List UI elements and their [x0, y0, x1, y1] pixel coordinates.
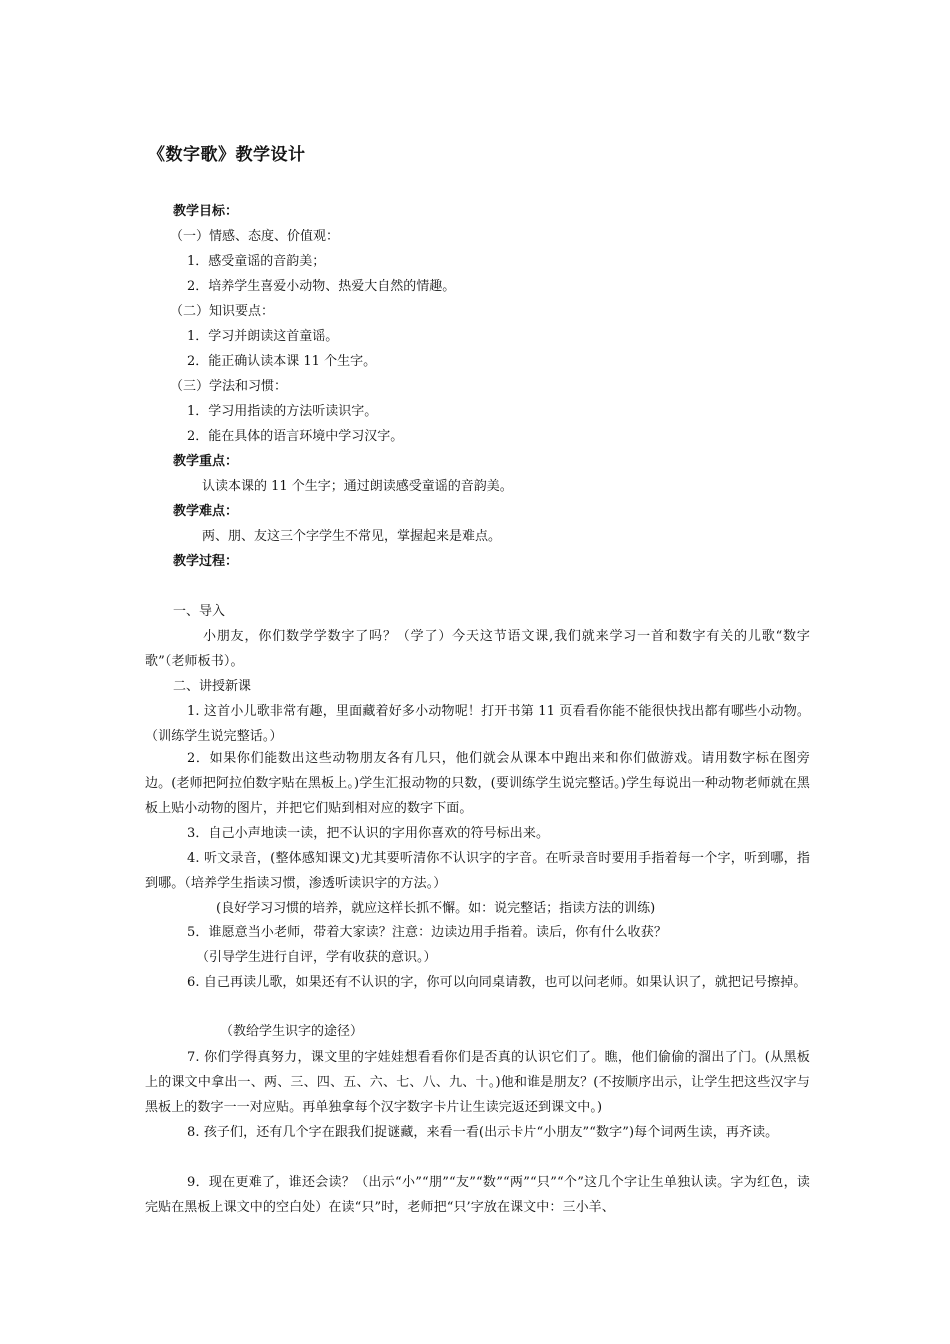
section-intro: 一、导入: [173, 604, 226, 619]
paragraph-3: 3．自己小声地读一读，把不认识的字用你喜欢的符号标出来。: [187, 826, 550, 841]
paragraph-8: 8. 孩子们，还有几个字在跟我们捉谜藏，来看一看(出示卡片“小朋友”“数字”)每个词两生读，再齐读。: [187, 1125, 779, 1140]
goal-2-1: 1．学习并朗读这首童谣。: [187, 329, 339, 344]
section-new-lesson: 二、讲授新课: [173, 679, 252, 694]
paragraph-5-note: （引导学生进行自评，学有收获的意识。）: [196, 950, 437, 965]
paragraph-7: 7. 你们学得真努力，课文里的字娃娃想看看你们是否真的认识它们了。瞧，他们偷偷的溜出了门。(从黑板上的课文中拿出一、两、三、四、五、六、七、八、九、十。)他和谁是朋友？(不按顺序出示，让学生把这些汉字与黑板上的数字一一对应贴。再单独拿每个汉字数字卡片让生读完返还到课文中。): [145, 1050, 810, 1115]
paragraph-4-note: (良好学习习惯的培养，就应这样长抓不懈。如：说完整话；指读方法的训练): [216, 901, 656, 916]
goal-section-2: （二）知识要点：: [170, 304, 275, 319]
goal-3-1: 1．学习用指读的方法听读识字。: [187, 404, 378, 419]
paragraph-1: 1. 这首小儿歌非常有趣，里面藏着好多小动物呢！打开书第 11 页看看你能不能很快找出都有哪些小动物。（训练学生说完整话。）: [145, 704, 810, 744]
paragraph-9: 9．现在更难了，谁还会读？（出示“小”“朋”“友”“数”“两”“只”“个”这几个字让生单独认读。字为红色，读完贴在黑板上课文中的空白处）在读“只”时，老师把“只’字放在课文中：三小羊、: [145, 1175, 810, 1215]
document-title: 《数字歌》教学设计: [148, 145, 306, 165]
goals-heading: 教学目标：: [173, 204, 239, 219]
difficulty-text: 两、朋、友这三个字学生不常见，掌握起来是难点。: [202, 529, 502, 544]
paragraph-2: 2．如果你们能数出这些动物朋友各有几只，他们就会从课本中跑出来和你们做游戏。请用数字标在图旁边。(老师把阿拉伯数字贴在黑板上。)学生汇报动物的只数，(要训练学生说完整话。)学生每说出一种动物老师就在黑板上贴小动物的图片，并把它们贴到相对应的数字下面。: [145, 751, 810, 816]
goal-1-2: 2．培养学生喜爱小动物、热爱大自然的情趣。: [187, 279, 456, 294]
goal-3-2: 2．能在具体的语言环境中学习汉字。: [187, 429, 404, 444]
goal-section-1: （一）情感、态度、价值观：: [170, 229, 340, 244]
paragraph-6-note: （教给学生识字的途径）: [220, 1024, 364, 1039]
paragraph-6: 6. 自己再读儿歌，如果还有不认识的字，你可以向同桌请教，也可以问老师。如果认识了，就把记号擦掉。: [187, 975, 807, 990]
process-heading: 教学过程：: [173, 554, 239, 569]
goal-2-2: 2．能正确认读本课 11 个生字。: [187, 354, 377, 369]
goal-1-1: 1．感受童谣的音韵美；: [187, 254, 326, 269]
difficulty-heading: 教学难点：: [173, 504, 239, 519]
key-points-heading: 教学重点：: [173, 454, 239, 469]
paragraph-5: 5．谁愿意当小老师，带着大家读？注意：边读边用手指着。读后，你有什么收获？: [187, 925, 667, 940]
paragraph-4: 4. 听文录音，(整体感知课文)尤其要听清你不认识字的字音。在听录音时要用手指着每一个字，听到哪，指到哪。（培养学生指读习惯，渗透听读识字的方法。）: [145, 851, 810, 891]
paragraph-intro: 小朋友，你们数学学数字了吗？（学了）今天这节语文课,我们就来学习一首和数字有关的儿歌“数字歌”（老师板书）。: [145, 629, 810, 669]
key-points-text: 认读本课的 11 个生字；通过朗读感受童谣的音韵美。: [202, 479, 513, 494]
goal-section-3: （三）学法和习惯：: [170, 379, 288, 394]
